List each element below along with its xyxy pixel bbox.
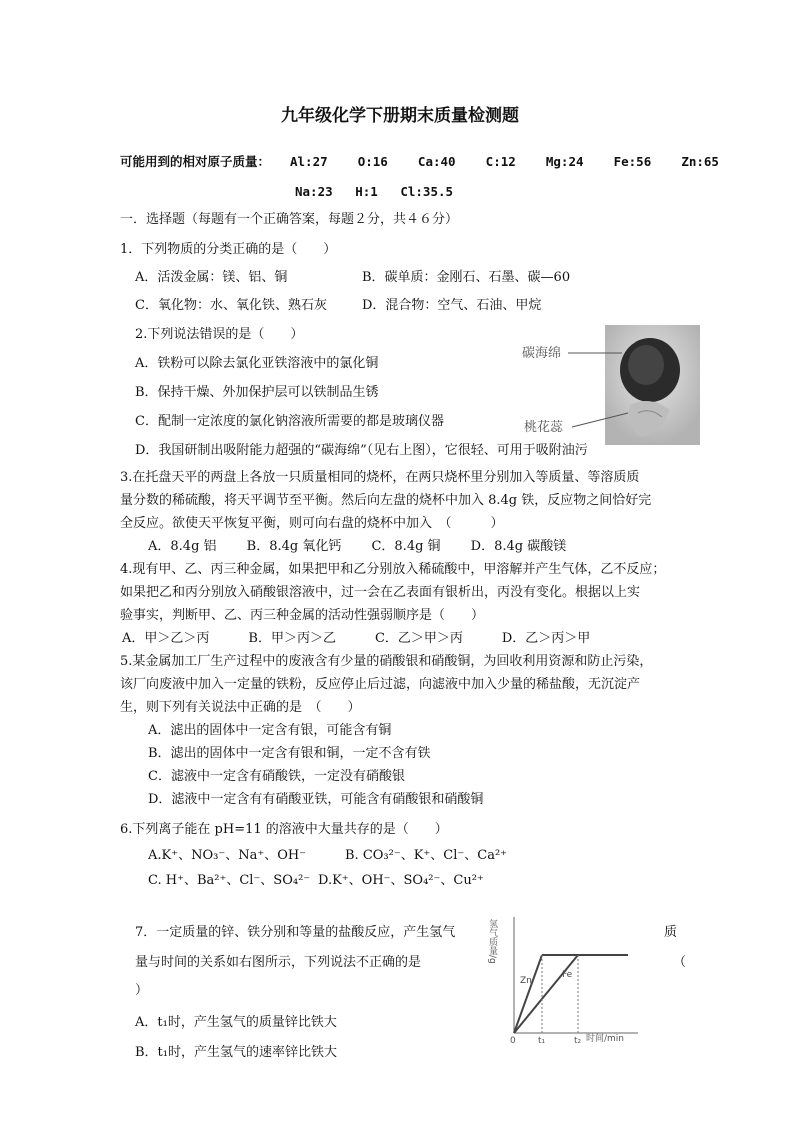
graph-t1: t₁ [538,1036,546,1046]
q2-option-a: A．铁粉可以除去氯化亚铁溶液中的氯化铜 [135,356,379,371]
q1-option-b: B．碳单质：金刚石、石墨、碳—60 [362,270,571,285]
q5-line2: 该厂向废液中加入一定量的铁粉，反应停止后过滤，向滤液中加入少量的稀盐酸，无沉淀产 [120,677,641,692]
q4-line2: 如果把乙和丙分别放入硝酸银溶液中，过一会在乙表面有银析出，丙没有变化。根据以上实 [120,585,641,600]
q1-option-c: C．氧化物：水、氧化铁、熟石灰 [135,298,327,313]
q5-line3: 生，则下列有关说法中正确的是 （ ） [120,700,361,715]
graph-origin: 0 [510,1036,516,1046]
q1-stem: 1．下列物质的分类正确的是（ ） [120,242,337,257]
carbon-sponge-photo [520,325,700,445]
atomic-mass-label: 可能用到的相对原子质量： [120,154,271,169]
q6-option-b: B. CO₃²⁻、K⁺、Cl⁻、Ca²⁺ [345,848,508,863]
q5-option-d: D．滤液中一定含有有硝酸亚铁，可能含有硝酸银和硝酸铜 [148,792,484,807]
pic-label-carbon-sponge: 碳海绵 [522,346,562,361]
graph-t2: t₂ [574,1036,582,1046]
q2-option-b: B．保持干燥、外加保护层可以铁制品生锈 [135,385,379,400]
q3-line2: 量分数的稀硫酸，将天平调节至平衡。然后向左盘的烧杯中加入 8.4g 铁，反应物之间恰好完 [120,493,652,508]
q6-option-a: A.K⁺、NO₃⁻、Na⁺、OH⁻ [148,848,307,863]
q3-options: A．8.4g 铝 B．8.4g 氧化钙 C．8.4g 铜 D．8.4g 碳酸镁 [148,539,567,554]
fe-curve [514,955,578,1033]
q6-stem: 6.下列离子能在 pH=11 的溶液中大量共存的是（ ） [120,822,448,837]
zn-curve [514,955,542,1033]
q1-option-a: A．活泼金属：镁、铝、铜 [135,270,288,285]
q5-option-c: C．滤液中一定含有硝酸铁，一定没有硝酸银 [148,769,405,784]
atomic-mass-line2: Na:23 H:1 Cl:35.5 [295,184,454,199]
q2-option-d: D．我国研制出吸附能力超强的“碳海绵”（见右上图），它很轻、可用于吸附油污 [135,443,588,458]
q6-option-d: D.K⁺、OH⁻、SO₄²⁻、Cu²⁺ [318,873,484,888]
q7-line3: ） [135,983,149,998]
fe-label: Fe [562,970,573,980]
hydrogen-time-graph [487,915,640,1046]
q6-option-c: C. H⁺、Ba²⁺、Cl⁻、SO₄²⁻ [148,873,311,888]
q5-option-a: A．滤出的固体中一定含有银，可能含有铜 [148,723,392,738]
q5-line1: 5.某金属加工厂生产过程中的废液含有少量的硝酸银和硝酸铜，为回收利用资源和防止污染， [120,654,653,669]
q2-stem: 2.下列说法错误的是（ ） [135,327,304,342]
section-heading: 一．选择题（每题有一个正确答案，每题２分，共４６分） [120,212,459,227]
zn-label: Zn [520,976,532,986]
q2-option-c: C．配制一定浓度的氯化钠溶液所需要的都是玻璃仪器 [135,414,444,429]
q7-line2: 量与时间的关系如右图所示，下列说法不正确的是 [135,955,422,970]
q4-options: A．甲＞乙＞丙 B．甲＞丙＞乙 C．乙＞甲＞丙 D．乙＞丙＞甲 [122,631,591,646]
q3-line3: 全反应。欲使天平恢复平衡，则可向右盘的烧杯中加入 （ ） [120,516,504,531]
q7-option-b: B．t₁时，产生氢气的速率锌比铁大 [135,1045,337,1060]
q4-line1: 4.现有甲、乙、丙三种金属，如果把甲和乙分别放入稀硫酸中，甲溶解并产生气体，乙不反应； [120,562,666,577]
pic-label-peach-flower: 桃花蕊 [524,420,564,435]
atomic-mass-line1: Al:27 O:16 Ca:40 C:12 Mg:24 Fe:56 Zn:65 [290,154,719,169]
q7-line1-end: 质 [664,925,678,940]
graph-xlabel: 时间/min [586,1034,625,1044]
q3-line1: 3.在托盘天平的两盘上各放一只质量相同的烧杯，在两只烧杯里分别加入等质量、等溶质质 [120,470,640,485]
graph-ylabel: 氢气质量/g [487,919,497,964]
q4-line3: 验事实，判断甲、乙、丙三种金属的活动性强弱顺序是（ ） [120,608,485,623]
q7-option-a: A．t₁时，产生氢气的质量锌比铁大 [135,1015,337,1030]
page-title: 九年级化学下册期末质量检测题 [281,106,519,126]
q7-line2-end: （ [673,955,687,970]
q5-option-b: B．滤出的固体中一定含有银和铜，一定不含有铁 [148,746,431,761]
q1-option-d: D．混合物：空气、石油、甲烷 [362,298,542,313]
q7-line1: 7．一定质量的锌、铁分别和等量的盐酸反应，产生氢气 [135,925,456,940]
